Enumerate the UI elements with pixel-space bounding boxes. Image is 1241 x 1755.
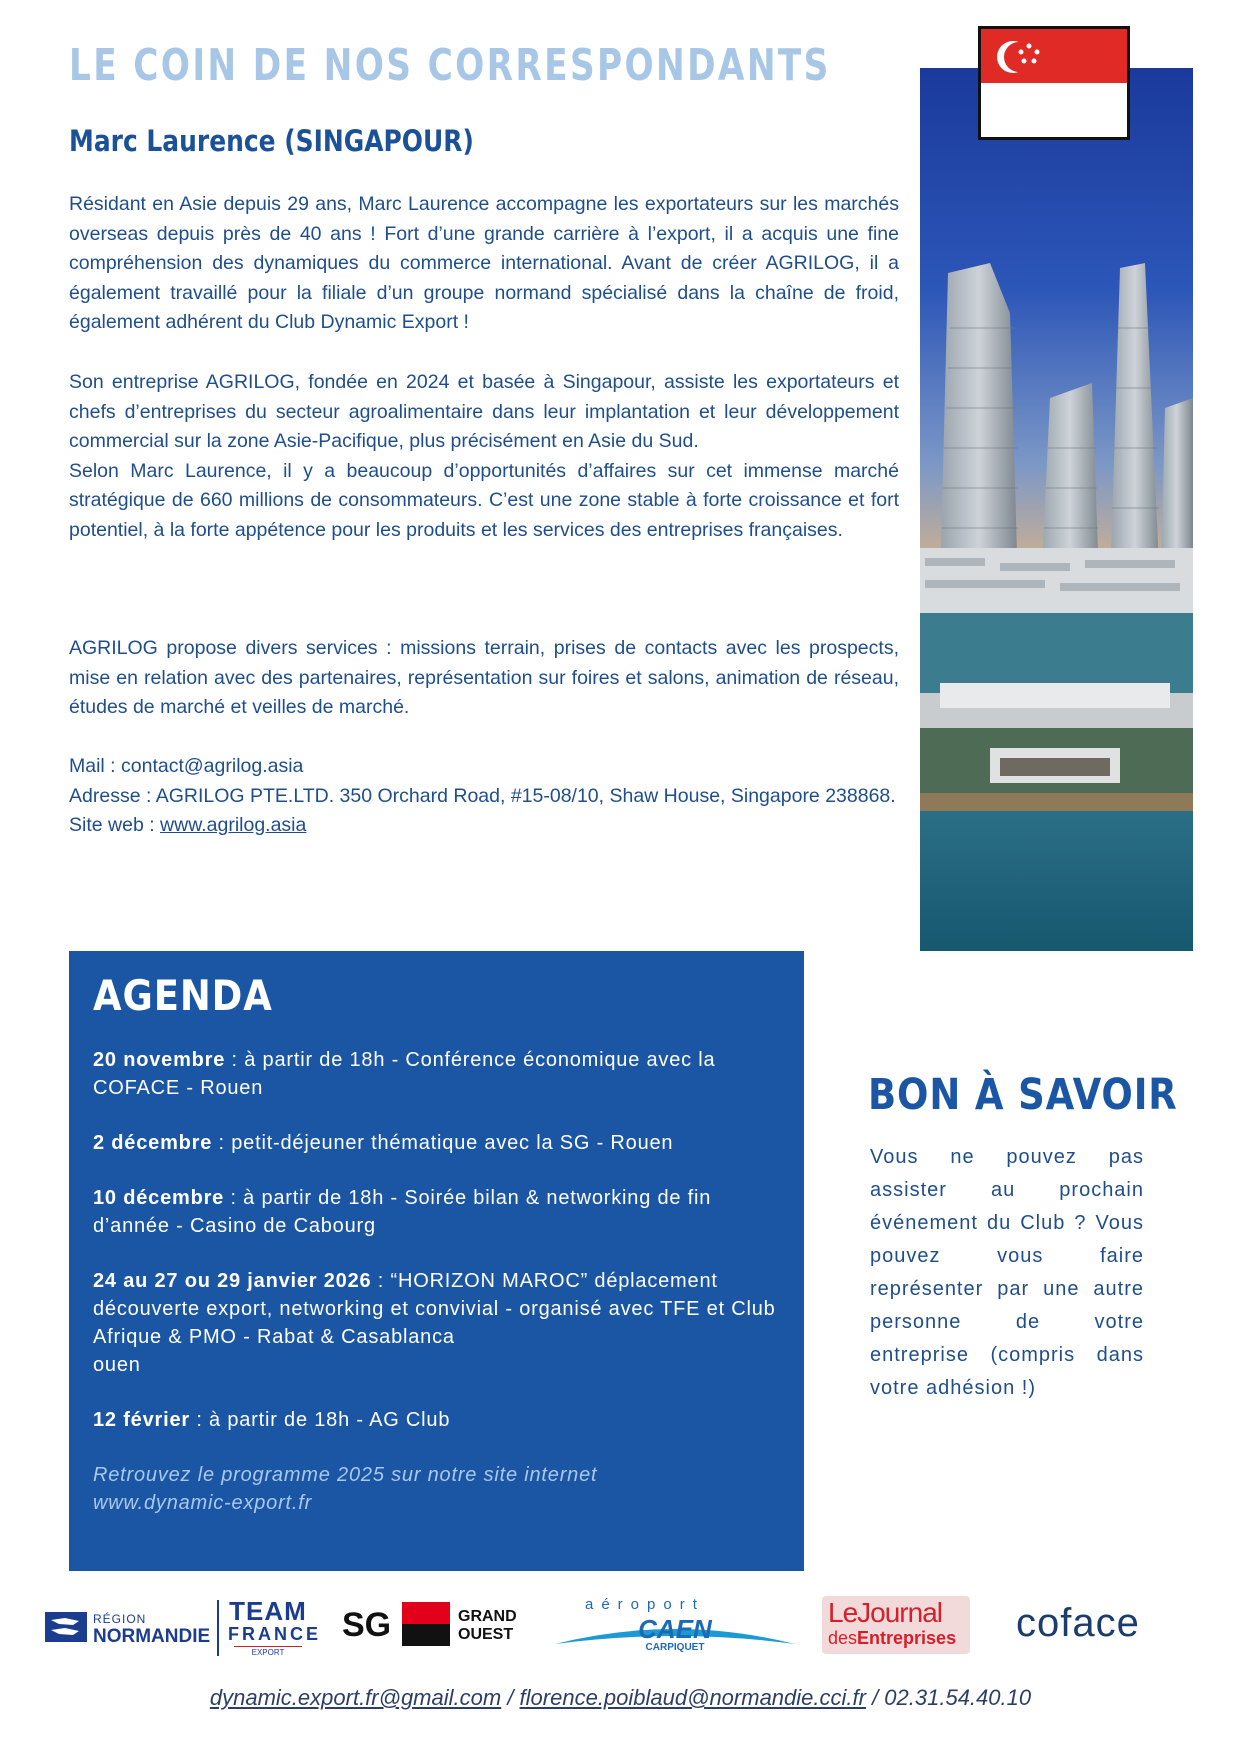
bon-a-savoir-title: BON À SAVOIR [868, 1070, 1178, 1120]
article-paragraph-3: Selon Marc Laurence, il y a beaucoup d’opportunités d’affaires sur cet immense marché stratégique de 660 millions de consommateurs. C’est une zone stable à forte croissance et fort potentiel, à la forte appétence pour les produits et les services des entreprises françaises. [69, 459, 899, 541]
footer-phone: / 02.31.54.40.10 [865, 1685, 1032, 1710]
export-label: EXPORT [234, 1646, 302, 1659]
agenda-item [93, 1129, 780, 1157]
team-label: TEAM [229, 1596, 307, 1626]
agenda-date: 10 décembre [93, 1187, 225, 1209]
article-paragraph-2: Son entreprise AGRILOG, fondée en 2024 et basée à Singapour, assiste les exportateurs et chefs d’entreprises du secteur agroalimentaire dans leur implantation et leur développement commercial sur la zone Asie-Pacifique, plus précisément en Asie du Sud. [69, 371, 899, 452]
agenda-text: : “HORIZON MAROC” déplacement découverte export, networking et convivial - organisé avec TFE et Club Afrique & PMO - Rabat & Casablanca [93, 1270, 776, 1348]
footer-contact [0, 1685, 1241, 1711]
footer-separator: / [501, 1685, 520, 1710]
agenda-item [93, 1406, 780, 1434]
web-label: Site web : [69, 814, 161, 836]
article-body [69, 190, 899, 338]
agenda-date: 20 novembre [93, 1049, 226, 1071]
agenda-date: 12 février [93, 1409, 190, 1431]
agenda-date: 24 au 27 ou 29 janvier 2026 [93, 1270, 372, 1292]
france-label: FRANCE [228, 1624, 321, 1644]
sg-grand-ouest-logo [342, 1602, 522, 1654]
caen-label: CAEN [638, 1614, 712, 1644]
singapore-flag [978, 26, 1130, 140]
logo-divider [217, 1600, 219, 1656]
agenda-item [93, 1184, 780, 1240]
crescent-stars-icon [991, 33, 1051, 81]
region-label: RÉGION [93, 1612, 147, 1626]
coface-label: coface [1016, 1601, 1140, 1645]
journal-des-entreprises-logo [822, 1596, 970, 1654]
team-france-export-logo [228, 1596, 321, 1662]
agenda-note [93, 1461, 780, 1517]
agenda-box [69, 951, 804, 1571]
agenda-note-line1: Retrouvez le programme 2025 sur notre site internet [93, 1464, 598, 1486]
web-link[interactable]: www.agrilog.asia [160, 814, 307, 836]
article-paragraph-1: Résidant en Asie depuis 29 ans, Marc Laurence accompagne les exportateurs sur les marchés overseas depuis près de 40 ans ! Fort d’une grande carrière à l’export, il a acquis une fine compréhension des dynamiques du commerce international. Avant de créer AGRILOG, il a également travaillé pour la filiale d’un groupe normand spécialisé dans la chaîne de froid, également adhérent du Club Dynamic Export ! [69, 193, 899, 333]
contact-web [69, 811, 899, 841]
sg-region-label: GRAND OUEST [458, 1608, 517, 1643]
sg-black-block [402, 1624, 450, 1646]
article-body-3 [69, 634, 899, 723]
singapore-photo [920, 68, 1193, 951]
bon-a-savoir-text: Vous ne pouvez pas assister au prochain événement du Club ? Vous pouvez vous faire représenter par une autre personne de votre entreprise (compris dans votre adhésion !) [870, 1146, 1144, 1399]
region-normandie-logo [45, 1606, 210, 1656]
carpiquet-label: CARPIQUET [645, 1642, 705, 1653]
journal-subtitle: desEntreprises [828, 1628, 957, 1648]
contact-address: Adresse : AGRILOG PTE.LTD. 350 Orchard Road, #15-08/10, Shaw House, Singapore 238868. [69, 784, 896, 807]
correspondent-name: Marc Laurence (SINGAPOUR) [69, 124, 474, 158]
agenda-extra: ouen [93, 1354, 141, 1376]
aeroport-caen-logo [555, 1596, 795, 1660]
footer-email-florence[interactable]: florence.poiblaud@normandie.cci.fr [519, 1685, 866, 1710]
normandie-label: NORMANDIE [93, 1626, 211, 1647]
agenda-date: 2 décembre [93, 1132, 213, 1154]
contact-block [69, 752, 899, 841]
journal-title: LeJournal [828, 1597, 942, 1628]
sg-label: SG [342, 1606, 392, 1644]
agenda-item [93, 1267, 780, 1379]
agenda-text: : à partir de 18h - Soirée bilan & networking de fin d’année - Casino de Cabourg [93, 1187, 712, 1237]
agenda-item [93, 1046, 780, 1102]
page-title: LE COIN DE NOS CORRESPONDANTS [69, 40, 831, 91]
article-paragraph-4: AGRILOG propose divers services : missions terrain, prises de contacts avec les prospects, mise en relation avec des partenaires, représentation sur foires et salons, animation de réseau, études de marché et veilles de marché. [69, 637, 899, 718]
aeroport-label: aéroport [585, 1596, 705, 1613]
agenda-text: : à partir de 18h - AG Club [189, 1409, 451, 1431]
footer-email-dynamic[interactable]: dynamic.export.fr@gmail.com [209, 1685, 502, 1710]
agenda-text: : petit-déjeuner thématique avec la SG - Rouen [212, 1132, 674, 1154]
sg-red-block [402, 1602, 450, 1624]
contact-mail: Mail : contact@agrilog.asia [69, 755, 304, 777]
normandie-leopards-icon [45, 1612, 87, 1642]
agenda-title: AGENDA [93, 971, 273, 1020]
agenda-note-link[interactable]: www.dynamic-export.fr [93, 1492, 313, 1514]
agenda-text: : à partir de 18h - Conférence économique avec la COFACE - Rouen [93, 1049, 716, 1099]
coface-logo [1016, 1600, 1166, 1646]
article-body-2 [69, 368, 899, 545]
